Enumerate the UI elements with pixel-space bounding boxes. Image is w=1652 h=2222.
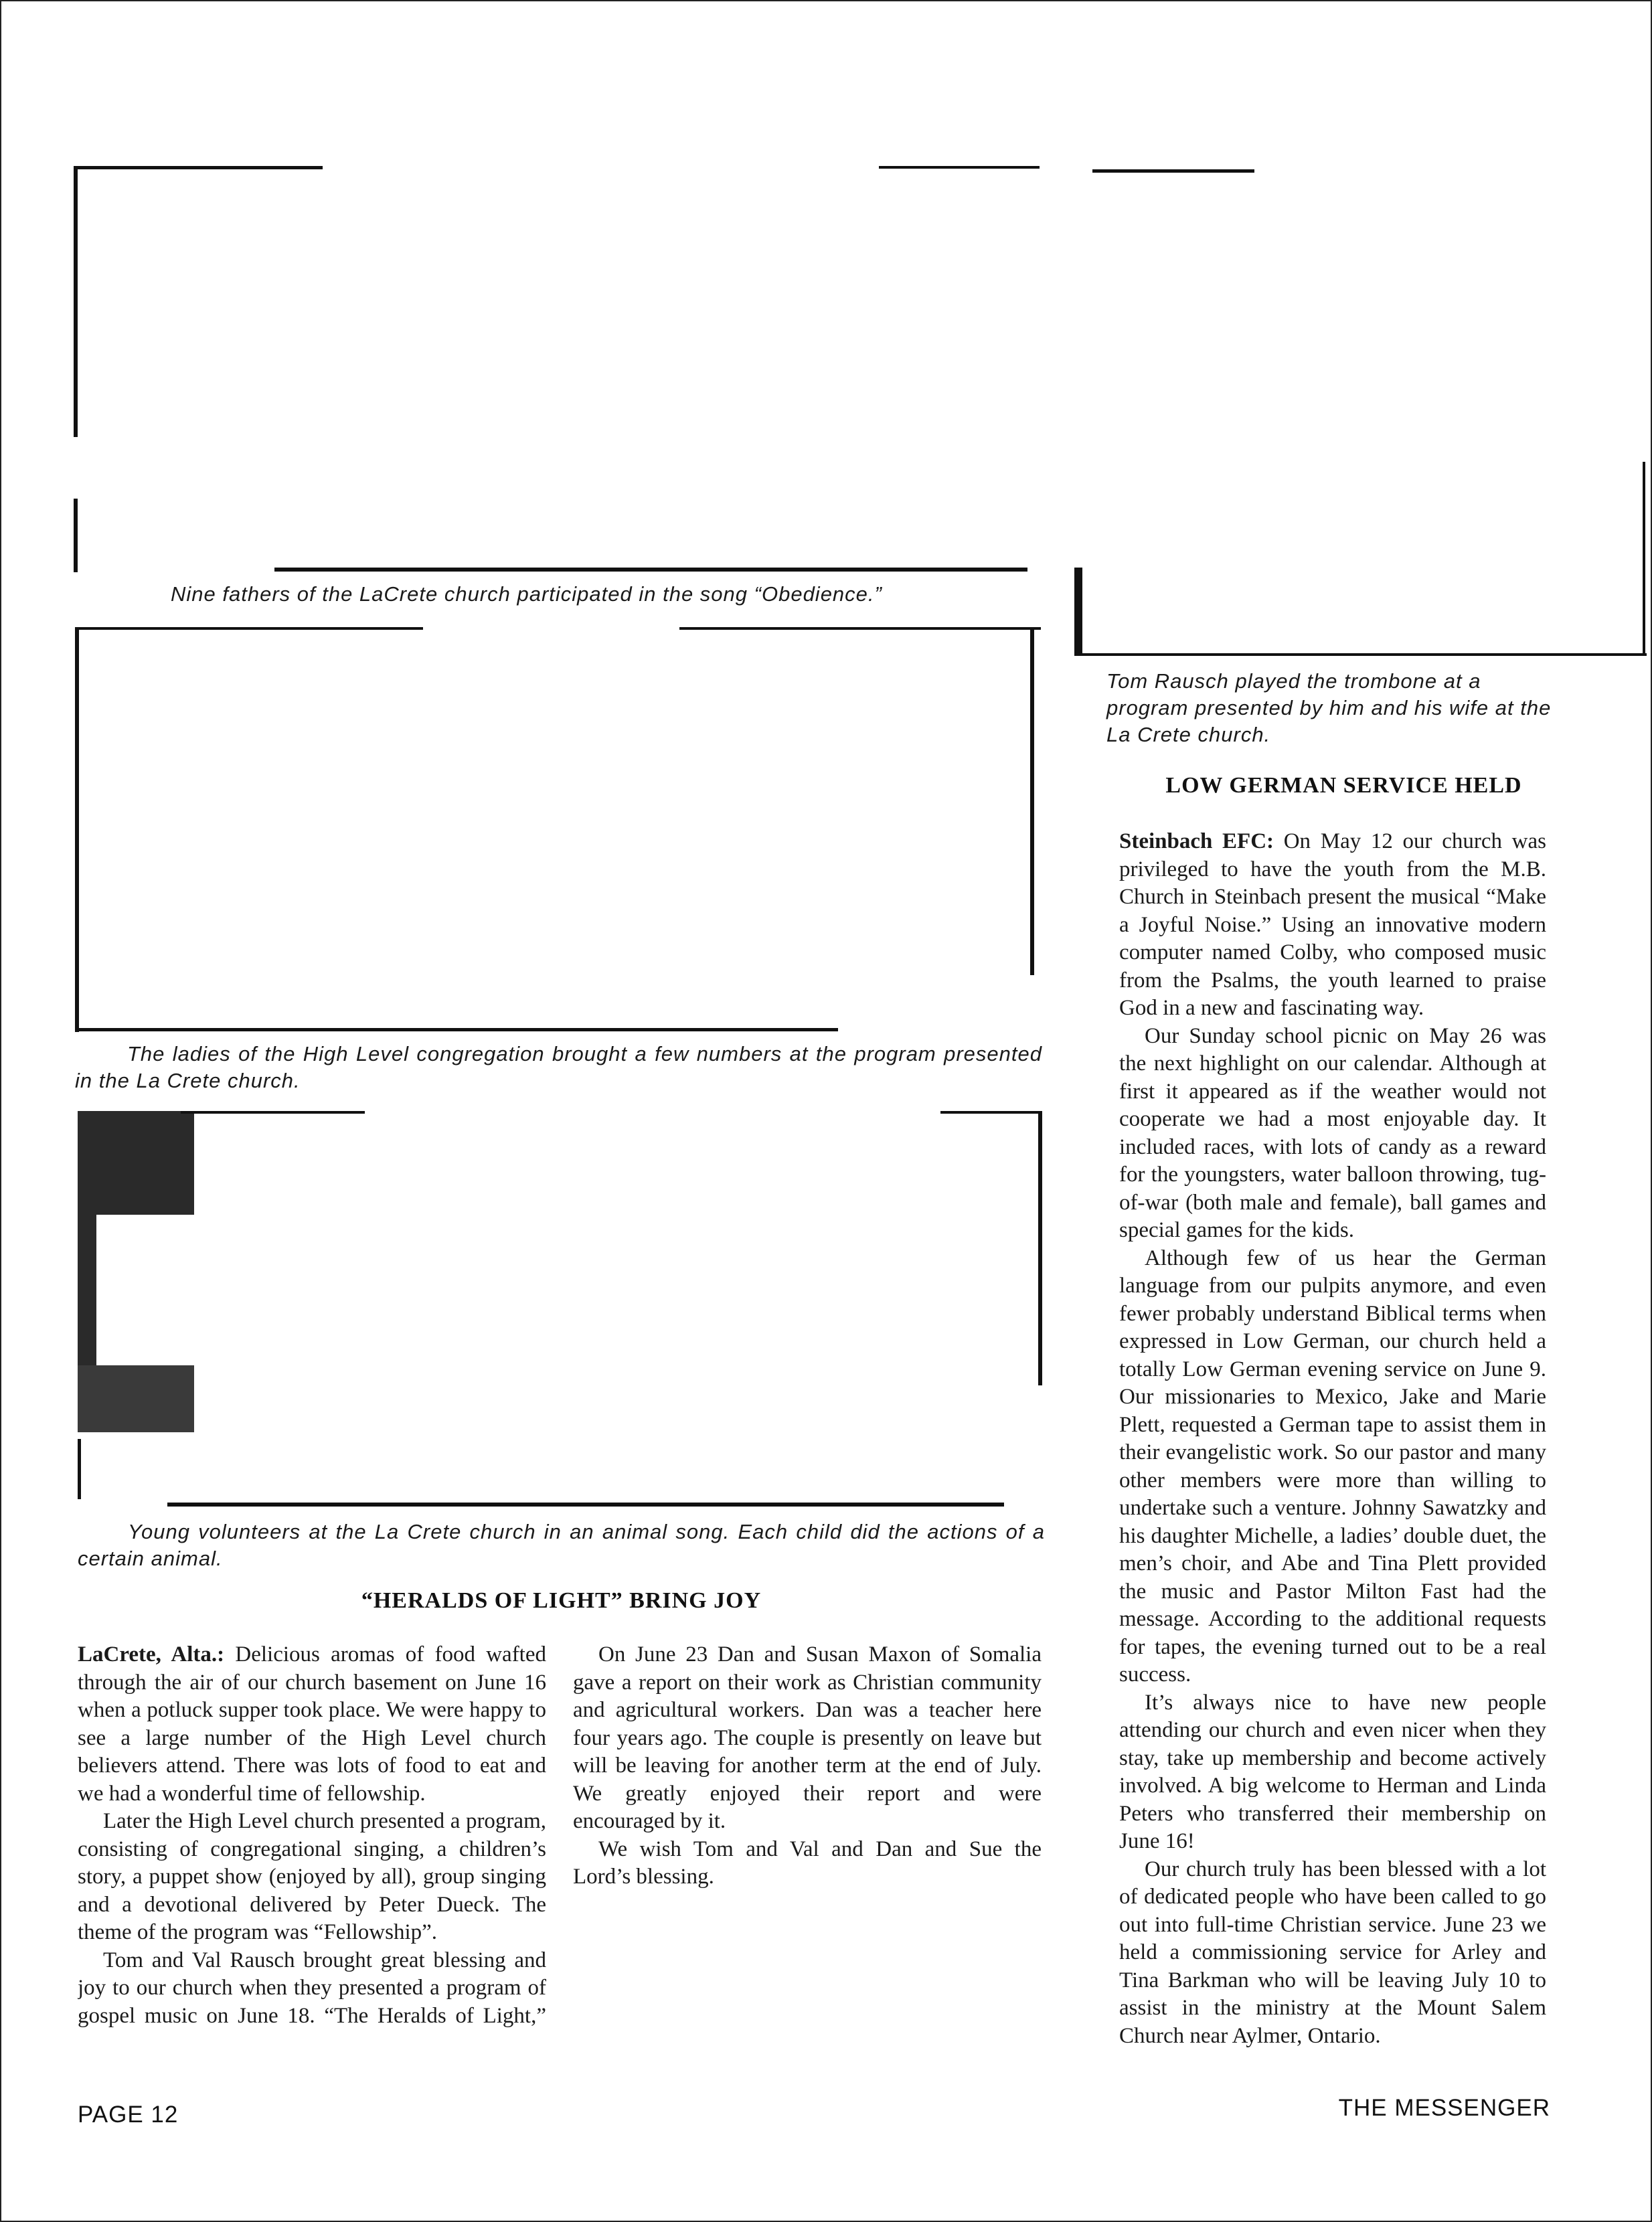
article-lowgerman-col <box>1119 828 1546 2050</box>
photo-frame-top <box>1092 169 1254 173</box>
photo-frame-bottom <box>274 568 1027 572</box>
article-heralds-col2 <box>573 1641 1042 1891</box>
photo-fragment <box>78 1365 194 1432</box>
paragraph: Later the High Level church presented a program, consisting of congregational singing, a children’s story, a puppet show (enjoyed by all), group singing and a devotional delivered by Peter Dueck. The theme of the program was “Fellowship”. <box>78 1809 546 1944</box>
photo-frame-left <box>75 627 79 1032</box>
paragraph: Although few of us hear the German language from our pulpits anymore, and even fewer probably understand Biblical terms when expressed in Low German, our church held a totally Low German evening service on June 9. Our missionaries to Mexico, Jake and Marie Plett, requested a German tape to assist them in their evangelistic work. So our pastor and many other members were more than willing to undertake such a venture. Johnny Sawatzky and his daughter Michelle, a ladies’ double duet, the men’s choir, and Abe and Tina Plett provided the music and Pastor Milton Fast had the message. According to the additional requests for tapes, the evening turned out to be a real success. <box>1119 1246 1546 1687</box>
photo-frame-bottom <box>75 1028 838 1031</box>
paragraph <box>1119 828 1546 1023</box>
dateline: LaCrete, Alta.: <box>78 1642 225 1666</box>
photo-frame-right <box>1643 462 1645 656</box>
caption-ladies: The ladies of the High Level congregation brought a few numbers at the program presented in the La Crete church. <box>75 1042 1042 1092</box>
paragraph <box>78 1641 546 1808</box>
caption-trombone: Tom Rausch played the trombone at a program presented by him and his wife at the La Crete church. <box>1106 669 1552 746</box>
photo-frame-top <box>879 166 1040 169</box>
page-number: PAGE 12 <box>78 2102 179 2128</box>
photo-frame-top <box>679 627 1041 630</box>
photo-frame-left <box>74 499 78 572</box>
dateline: Steinbach EFC: <box>1119 829 1274 853</box>
photo-frame-left <box>1074 568 1082 656</box>
photo-frame-left <box>74 166 78 437</box>
photo-frame-right <box>1030 627 1034 975</box>
photo-frame-top <box>74 166 323 169</box>
paragraph: It’s always nice to have new people attending our church and even nicer when they stay, take up membership and become actively involved. A big welcome to Herman and Linda Peters who transferred their membership on June 16! <box>1119 1690 1546 1853</box>
photo-frame-top <box>940 1111 1041 1114</box>
photo-frame-bottom <box>167 1503 1004 1507</box>
headline-lowgerman: LOW GERMAN SERVICE HELD <box>1165 773 1522 798</box>
photo-frame-top <box>181 1111 365 1114</box>
paragraph-text: Delicious aromas of food wafted through the air of our church basement on June 16 when a potluck supper took place. We were happy to see a large number of the High Level church believers attend. There was lots of food to eat and we had a wonderful time of fellowship. <box>78 1642 547 1806</box>
paragraph: On June 23 Dan and Susan Maxon of Somalia gave a report on their work as Christian community and agricultural workers. Dan was a teacher here four years ago. The couple is presently on leave but will be leaving for another term at the end of July. We greatly enjoyed their report and were encouraged by it. <box>573 1642 1042 1833</box>
headline-heralds: “HERALDS OF LIGHT” BRING JOY <box>361 1588 762 1613</box>
photo-frame-right <box>1038 1111 1042 1385</box>
photo-frame-left <box>78 1439 81 1499</box>
article-heralds-col1 <box>78 1641 546 2030</box>
caption-fathers: Nine fathers of the LaCrete church participated in the song “Obedience.” <box>171 582 882 606</box>
photo-frame-top <box>75 627 423 630</box>
photo-frame-bottom <box>1074 653 1647 656</box>
photo-fragment <box>78 1111 194 1215</box>
paragraph: Our church truly has been blessed with a lot of dedicated people who have been called to go out into full-time Christian service. June 23 we held a commissioning service for Arley and Tina Barkman who will be leaving July 10 to assist in the ministry at the Mount Salem Church near Aylmer, Ontario. <box>1119 1857 1546 2048</box>
paragraph: Our Sunday school picnic on May 26 was the next highlight on our calendar. Although at first it appeared as if the weather would not cooperate we had a most enjoyable day. It included races, with lots of candy as a reward for the youngsters, water balloon throwing, tug-of-war (both male and female), ball games and special games for the kids. <box>1119 1023 1546 1242</box>
publication-name: THE MESSENGER <box>1338 2095 1550 2121</box>
paragraph: Tom and Val Rausch brought great blessing and joy to our church when they presented a program of gospel music on June 18. “The Heralds of Light,” <box>78 1948 546 2028</box>
paragraph-text: On May 12 our church was privileged to have the youth from the M.B. Church in Steinbach present the musical “Make a Joyful Noise.” Using an innovative modern computer named Colby, who composed music from the Psalms, the youth learned to praise God in a new and fascinating way. <box>1119 829 1547 1020</box>
paragraph: We wish Tom and Val and Dan and Sue the Lord’s blessing. <box>573 1836 1042 1889</box>
caption-volunteers: Young volunteers at the La Crete church in an animal song. Each child did the actions of a certain animal. <box>78 1520 1045 1570</box>
